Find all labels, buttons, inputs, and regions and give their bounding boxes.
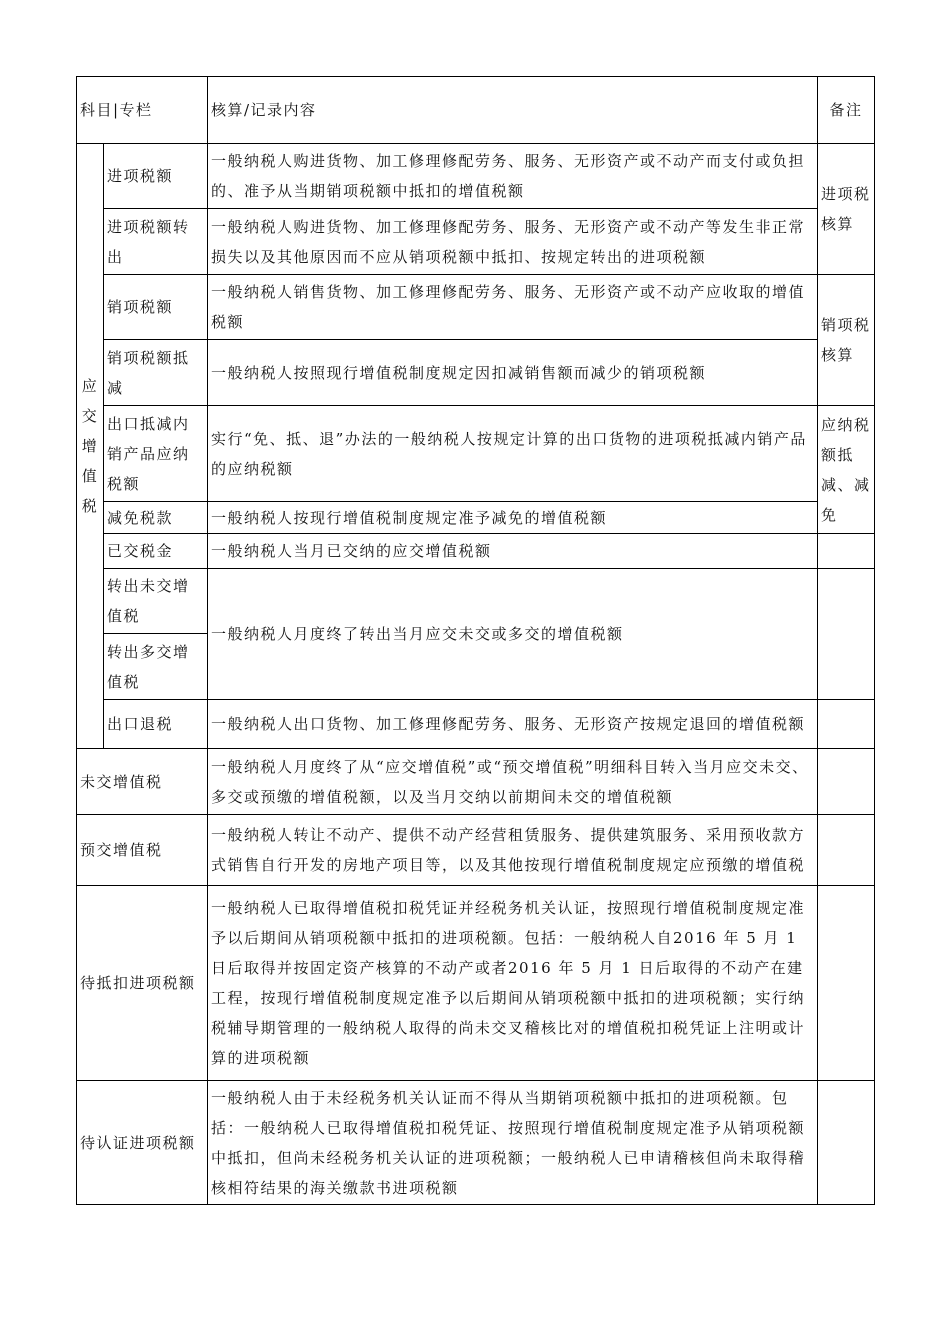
table-row <box>77 569 875 634</box>
remark-empty <box>818 749 875 815</box>
account-name: 待抵扣进项税额 <box>77 886 208 1081</box>
table-row <box>77 502 875 534</box>
sub-account-content: 一般纳税人当月已交纳的应交增值税额 <box>208 534 818 569</box>
table-row <box>77 815 875 886</box>
remark-empty <box>818 886 875 1081</box>
header-remark: 备注 <box>818 77 875 144</box>
account-name: 待认证进项税额 <box>77 1081 208 1205</box>
sub-account-content: 一般纳税人按现行增值税制度规定准予减免的增值税额 <box>208 502 818 534</box>
remark-offset: 应纳税额抵减、减免 <box>818 406 875 534</box>
table-row <box>77 275 875 340</box>
table-row <box>77 749 875 815</box>
table-row <box>77 406 875 502</box>
sub-account-name: 转出未交增值税 <box>104 569 208 634</box>
sub-account-name: 出口抵减内销产品应纳税额 <box>104 406 208 502</box>
sub-account-name: 销项税额 <box>104 275 208 340</box>
vat-payable-label: 应交增值税 <box>81 377 99 515</box>
sub-account-content: 一般纳税人销售货物、加工修理修配劳务、服务、无形资产或不动产应收取的增值税额 <box>208 275 818 340</box>
sub-account-name: 转出多交增值税 <box>104 634 208 700</box>
table-row <box>77 700 875 749</box>
sub-account-content: 实行“免、抵、退”办法的一般纳税人按规定计算的出口货物的进项税抵减内销产品的应纳税额 <box>208 406 818 502</box>
sub-account-name: 销项税额抵减 <box>104 340 208 406</box>
sub-account-content: 一般纳税人购进货物、加工修理修配劳务、服务、无形资产或不动产而支付或负担的、准予从当期销项税额中抵扣的增值税额 <box>208 144 818 209</box>
remark-output-tax: 销项税核算 <box>818 275 875 406</box>
sub-account-content: 一般纳税人月度终了转出当月应交未交或多交的增值税额 <box>208 569 818 700</box>
remark-empty <box>818 1081 875 1205</box>
account-content: 一般纳税人月度终了从“应交增值税”或“预交增值税”明细科目转入当月应交未交、多交或预缴的增值税额，以及当月交纳以前期间未交的增值税额 <box>208 749 818 815</box>
account-content: 一般纳税人由于未经税务机关认证而不得从当期销项税额中抵扣的进项税额。包括：一般纳税人已取得增值税扣税凭证、按照现行增值税制度规定准予从销项税额中抵扣，但尚未经税务机关认证的进项税额；一般纳税人已申请稽核但尚未取得稽核相符结果的海关缴款书进项税额 <box>208 1081 818 1205</box>
table-row <box>77 534 875 569</box>
header-subject: 科目|专栏 <box>77 77 208 144</box>
sub-account-name: 出口退税 <box>104 700 208 749</box>
account-name: 未交增值税 <box>77 749 208 815</box>
table-row <box>77 144 875 209</box>
header-content: 核算/记录内容 <box>208 77 818 144</box>
header-row <box>77 77 875 144</box>
remark-empty <box>818 815 875 886</box>
sub-account-content: 一般纳税人出口货物、加工修理修配劳务、服务、无形资产按规定退回的增值税额 <box>208 700 818 749</box>
remark-input-tax: 进项税核算 <box>818 144 875 275</box>
vat-accounts-table <box>76 76 875 1205</box>
remark-empty <box>818 569 875 700</box>
sub-account-content: 一般纳税人购进货物、加工修理修配劳务、服务、无形资产或不动产等发生非正常损失以及其他原因而不应从销项税额中抵扣、按规定转出的进项税额 <box>208 209 818 275</box>
table-row <box>77 340 875 406</box>
sub-account-name: 减免税款 <box>104 502 208 534</box>
account-content: 一般纳税人已取得增值税扣税凭证并经税务机关认证，按照现行增值税制度规定准予以后期间从销项税额中抵扣的进项税额。包括：一般纳税人自2016 年 5 月 1 日后取得并按固定资产核算的不动产或者2016 年 5 月 1 日后取得的不动产在建工程，按现行增值税制度规定准予以后期间从销项税额中抵扣的进项税额；实行纳税辅导期管理的一般纳税人取得的尚未交叉稽核比对的增值税扣税凭证上注明或计算的进项税额 <box>208 886 818 1081</box>
sub-account-name: 已交税金 <box>104 534 208 569</box>
table-row <box>77 1081 875 1205</box>
account-name: 预交增值税 <box>77 815 208 886</box>
sub-account-name: 进项税额 <box>104 144 208 209</box>
remark-empty <box>818 700 875 749</box>
table-row <box>77 886 875 1081</box>
account-content: 一般纳税人转让不动产、提供不动产经营租赁服务、提供建筑服务、采用预收款方式销售自行开发的房地产项目等，以及其他按现行增值税制度规定应预缴的增值税 <box>208 815 818 886</box>
table-row <box>77 209 875 275</box>
vat-payable-group-cell <box>77 144 104 749</box>
sub-account-name: 进项税额转出 <box>104 209 208 275</box>
remark-empty <box>818 534 875 569</box>
sub-account-content: 一般纳税人按照现行增值税制度规定因扣减销售额而减少的销项税额 <box>208 340 818 406</box>
